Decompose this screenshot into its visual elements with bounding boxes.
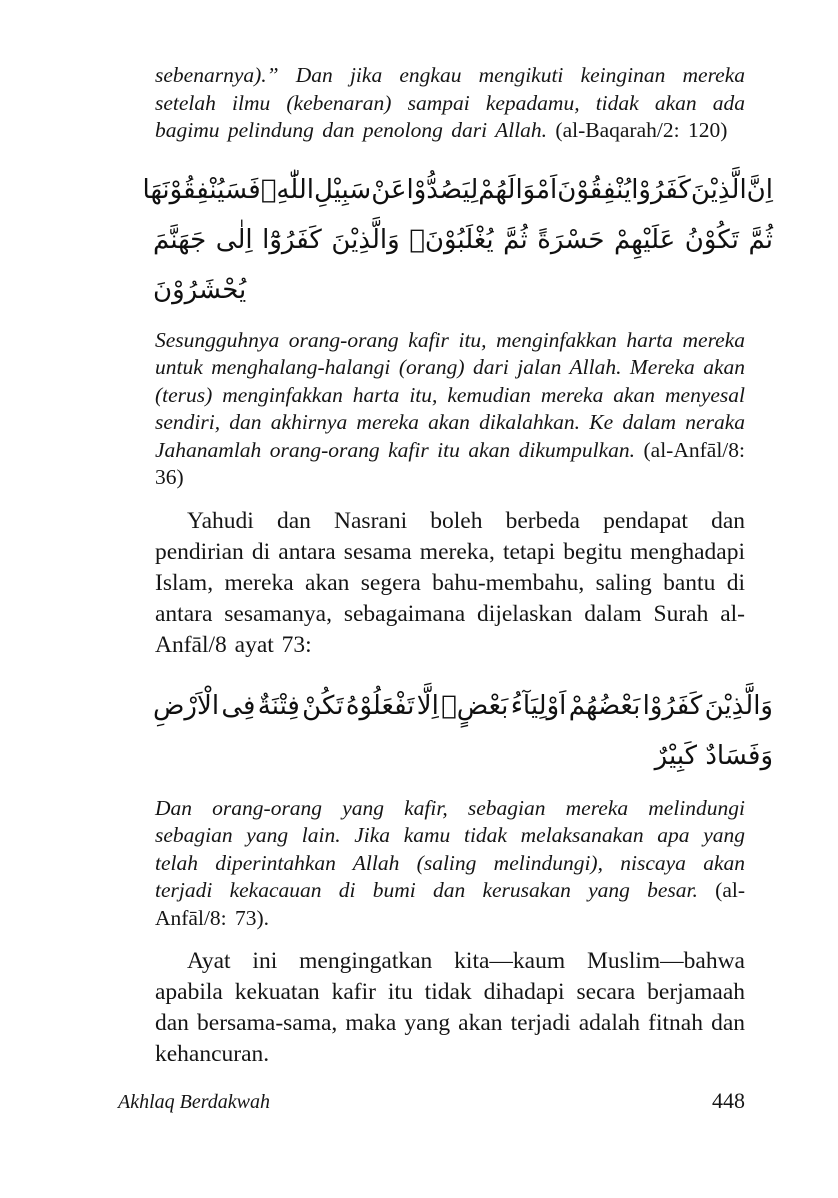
arabic-word: فِتْنَةٌ <box>257 690 300 721</box>
arabic-verse-line <box>153 215 773 265</box>
arabic-word: تَفْعَلُوْهُ <box>345 690 415 721</box>
body-paragraph-1: Yahudi dan Nasrani boleh berbeda pendapat dan pendirian di antara sesama mereka, tetapi begitu menghadapi Islam, mereka akan segera bahu-membahu, saling bantu di antara sesamanya, sebagaimana dijelaskan dalam Surah al-Anfāl/8 ayat 73: <box>155 507 745 658</box>
arabic-word: اَوْلِيَآءُ <box>510 690 567 721</box>
arabic-word: الْاَرْضِ <box>153 690 220 721</box>
translation-anfal-36-text: Sesungguhnya orang-orang kafir itu, menginfakkan harta mereka untuk menghalang-halangi (orang) dari jalan Allah. Mereka akan (terus) menginfakkan harta itu, kemudian mereka akan menyesal sendiri, dan akhirnya mereka akan dikalahkan. Ke dalam neraka Jahanamlah orang-orang kafir itu akan dikumpulkan. <box>155 327 745 462</box>
arabic-word: فَسَيُنْفِقُوْنَهَا <box>142 174 261 205</box>
arabic-word: اللّٰهِۗ <box>260 174 315 205</box>
arabic-word: فِى <box>221 690 256 721</box>
arabic-word: عَلَيْهِمْ <box>614 224 676 255</box>
arabic-word: اِنَّ <box>746 174 773 205</box>
translation-anfal-73-text: Dan orang-orang yang kafir, sebagian mereka melindungi sebagian yang lain. Jika kamu tidak melaksanakan apa yang telah diperintahkan Allah (saling melindungi), niscaya akan terjadi kekacauan di bumi dan kerusakan yang besar. <box>155 795 745 902</box>
footer-book-title: Akhlaq Berdakwah <box>118 1091 271 1113</box>
arabic-word: اَمْوَالَهُمْ <box>478 174 558 205</box>
arabic-word: ثُمَّ <box>503 224 528 255</box>
translation-baqarah-120-text: sebenarnya).” Dan jika engkau mengikuti keinginan mereka setelah ilmu (kebenaran) sampai kepadamu, tidak akan ada bagimu pelindung dan penolong dari Allah. <box>155 63 745 142</box>
arabic-word: الَّذِيْنَ <box>690 174 747 205</box>
arabic-word: اِلَّا <box>416 690 439 721</box>
arabic-verse-last-line: وَفَسَادٌ كَبِيْرٌ <box>654 740 773 771</box>
arabic-word: بَعْضُهُمْ <box>568 690 641 721</box>
quran-verse-anfal-73 <box>153 681 773 781</box>
translation-anfal-73 <box>155 795 745 933</box>
arabic-word: كَفَرُوْٓا <box>262 224 322 255</box>
arabic-word: سَبِيْلِ <box>314 174 372 205</box>
arabic-word: اِلٰى <box>215 224 253 255</box>
quran-verse-anfal-36 <box>142 165 773 315</box>
arabic-word: حَسْرَةً <box>537 224 605 255</box>
translation-anfal-36 <box>155 327 745 492</box>
arabic-word: تَكُنْ <box>302 690 344 721</box>
translation-baqarah-120 <box>155 62 745 145</box>
arabic-word: وَالَّذِيْنَ <box>331 224 400 255</box>
arabic-word: عَنْ <box>371 174 407 205</box>
arabic-verse-last-line: يُحْشَرُوْنَ <box>153 274 247 305</box>
verse-reference-baqarah-120: (al-Baqarah/2: 120) <box>547 118 728 142</box>
verse-reference-anfal-73: (al-Anfāl/8: 73). <box>155 878 745 930</box>
arabic-word: كَفَرُوْا <box>642 690 703 721</box>
arabic-word: تَكُوْنُ <box>684 224 739 255</box>
arabic-verse-line <box>153 681 773 731</box>
arabic-word: جَهَنَّمَ <box>153 224 207 255</box>
arabic-word: يُغْلَبُوْنَۗ <box>409 224 494 255</box>
footer-page-number: 448 <box>712 1088 745 1113</box>
page-footer <box>118 1088 745 1114</box>
arabic-word: بَعْضٍۗ <box>441 690 509 721</box>
arabic-word: يُنْفِقُوْنَ <box>557 174 632 205</box>
verse-reference-anfal-36: (al-Anfāl/8: 36) <box>155 437 745 489</box>
arabic-word: وَالَّذِيْنَ <box>704 690 773 721</box>
arabic-word: لِيَصُدُّوْا <box>406 174 479 205</box>
arabic-word: كَفَرُوْا <box>631 174 691 205</box>
arabic-verse-line <box>142 165 773 215</box>
arabic-word: ثُمَّ <box>748 224 773 255</box>
body-paragraph-2: Ayat ini mengingatkan kita—kaum Muslim—bahwa apabila kekuatan kafir itu tidak dihadapi secara berjamaah dan bersama-sama, maka yang akan terjadi adalah fitnah dan kehancuran. <box>155 948 745 1067</box>
